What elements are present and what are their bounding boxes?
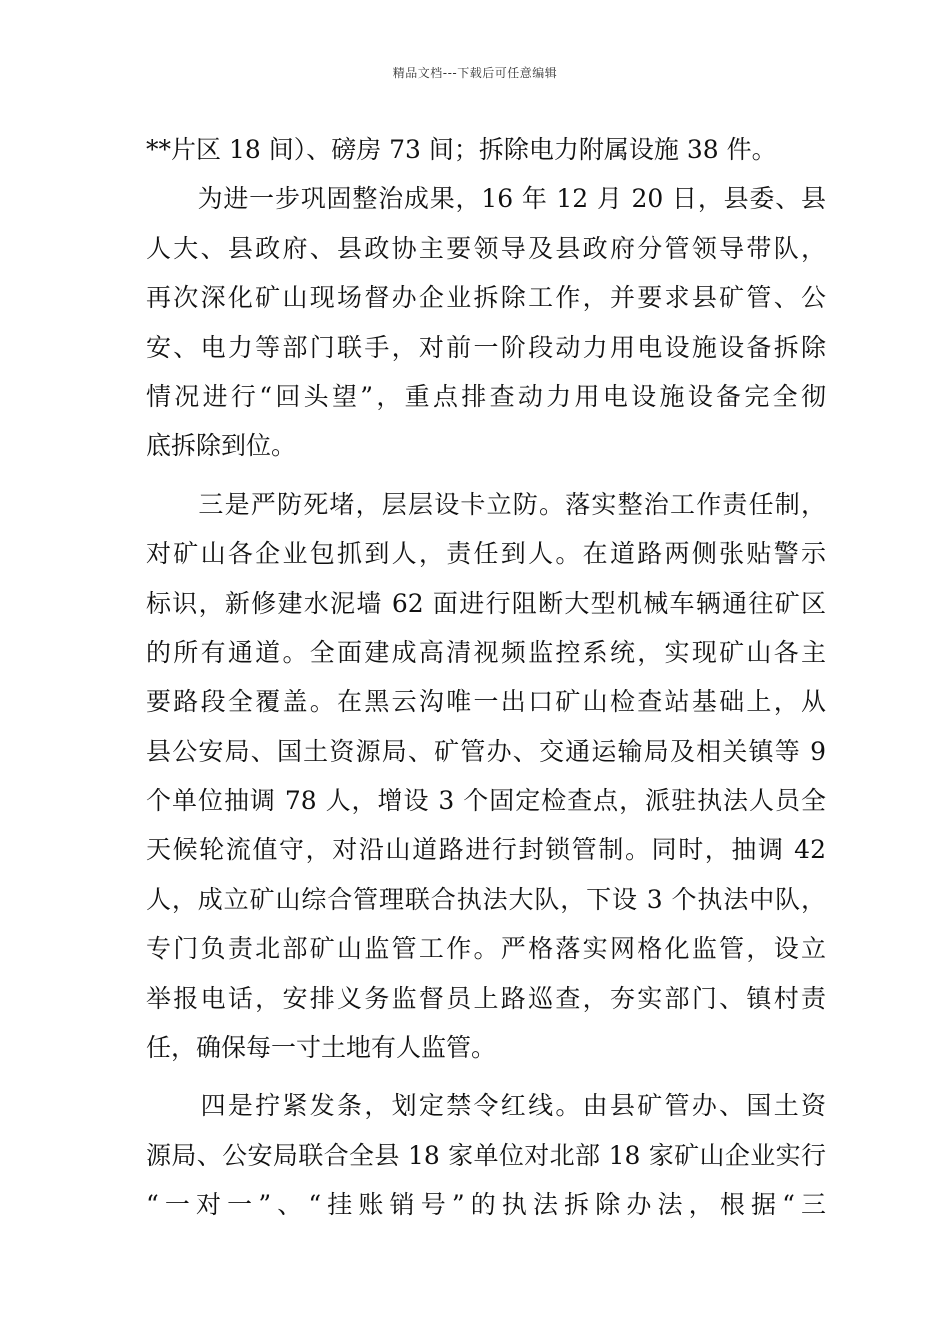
text-line: 举报电话，安排义务监督员上路巡查，夯实部门、镇村责 (146, 983, 826, 1013)
text-line: “一对一”、“挂账销号”的执法拆除办法，根据“三 (146, 1190, 826, 1220)
text-line: 标识，新修建水泥墙 62 面进行阻断大型机械车辆通往矿区 (146, 588, 826, 618)
text-line: 专门负责北部矿山监管工作。严格落实网格化监管，设立 (146, 934, 826, 964)
text-line: 对矿山各企业包抓到人，责任到人。在道路两侧张贴警示 (146, 539, 826, 569)
text-line: 再次深化矿山现场督办企业拆除工作，并要求县矿管、公 (146, 283, 826, 313)
text-line: 底拆除到位。 (146, 431, 297, 461)
text-line: 个单位抽调 78 人，增设 3 个固定检查点，派驻执法人员全 (146, 786, 826, 816)
text-line: 的所有通道。全面建成高清视频监控系统，实现矿山各主 (146, 637, 826, 667)
text-line: 人，成立矿山综合管理联合执法大队，下设 3 个执法中队， (146, 884, 826, 914)
text-line: 县公安局、国土资源局、矿管办、交通运输局及相关镇等 9 (146, 736, 826, 766)
text-line: 人大、县政府、县政协主要领导及县政府分管领导带队， (146, 233, 826, 263)
text-line: 安、电力等部门联手，对前一阶段动力用电设施设备拆除 (146, 332, 826, 362)
text-line: 任，确保每一寸土地有人监管。 (146, 1033, 497, 1063)
text-line: 三是严防死堵，层层设卡立防。落实整治工作责任制， (146, 489, 826, 519)
text-line: 源局、公安局联合全县 18 家单位对北部 18 家矿山企业实行 (146, 1140, 826, 1170)
text-line: 四是拧紧发条，划定禁令红线。由县矿管办、国土资 (146, 1091, 826, 1121)
text-line: 天候轮流值守，对沿山道路进行封锁管制。同时，抽调 42 (146, 835, 826, 865)
document-body (146, 125, 826, 1230)
text-line: 要路段全覆盖。在黑云沟唯一出口矿山检查站基础上，从 (146, 687, 826, 717)
text-line: 情况进行“回头望”，重点排查动力用电设施设备完全彻 (146, 381, 826, 411)
page-header: 精品文档---下载后可任意编辑 (392, 66, 558, 80)
text-line: 为进一步巩固整治成果，16 年 12 月 20 日，县委、县 (146, 184, 826, 214)
text-line: **片区 18 间）、磅房 73 间；拆除电力附属设施 38 件。 (146, 135, 777, 164)
